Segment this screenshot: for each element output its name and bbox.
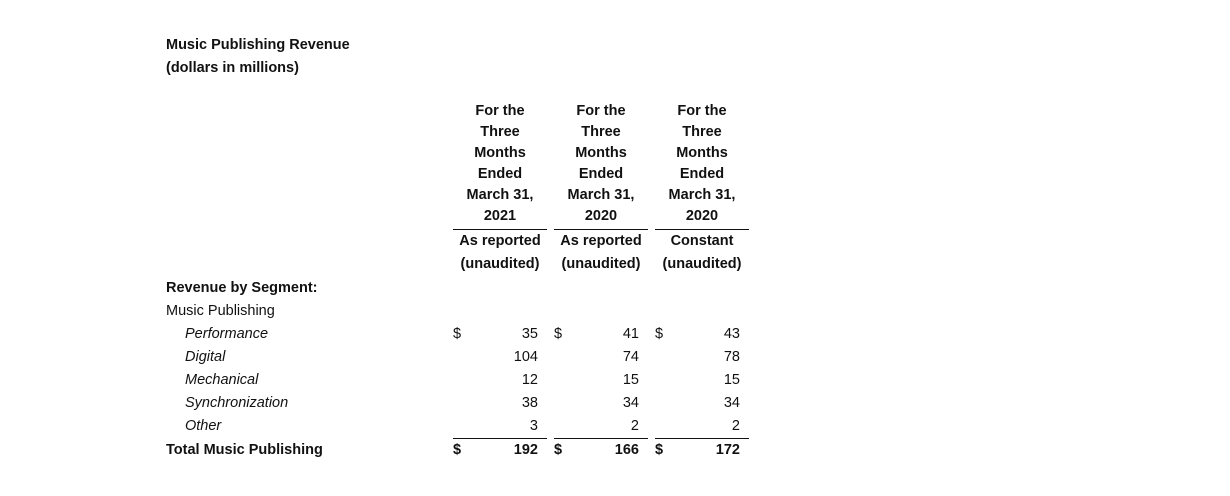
header-line: 2020 xyxy=(685,208,719,224)
header-line: Months xyxy=(676,145,728,161)
row-label-mechanical: Mechanical xyxy=(185,372,259,388)
cell-value: 35 xyxy=(521,326,538,342)
section-label: Revenue by Segment: xyxy=(166,280,318,296)
column-header-q1-2021 xyxy=(453,101,547,276)
currency-symbol: $ xyxy=(453,442,462,458)
header-line: For the xyxy=(677,103,727,119)
cell-performance-2020-constant xyxy=(655,323,749,346)
row-label-digital: Digital xyxy=(185,349,226,365)
row-label-other: Other xyxy=(185,418,222,434)
currency-symbol: $ xyxy=(554,442,563,458)
cell-value: 41 xyxy=(622,326,639,342)
header-line: Months xyxy=(575,145,627,161)
header-line: Months xyxy=(474,145,526,161)
header-line: Three xyxy=(581,124,621,140)
header-line: Ended xyxy=(679,166,725,182)
cell-value: 166 xyxy=(614,442,639,458)
basis-label: Constant xyxy=(670,233,734,249)
audit-label: (unaudited) xyxy=(561,256,641,272)
cell-mechanical-2021 xyxy=(453,369,547,392)
cell-synchronization-2020-constant xyxy=(655,392,749,415)
cell-mechanical-2020-constant xyxy=(655,369,749,392)
header-line: For the xyxy=(576,103,626,119)
cell-total-2021 xyxy=(453,438,547,462)
cell-performance-2020-reported xyxy=(554,323,648,346)
cell-digital-2021 xyxy=(453,346,547,369)
cell-value: 172 xyxy=(715,442,740,458)
cell-synchronization-2021 xyxy=(453,392,547,415)
table-title xyxy=(166,34,350,80)
cell-other-2021 xyxy=(453,415,547,438)
cell-performance-2021 xyxy=(453,323,547,346)
cell-value: 38 xyxy=(521,395,538,411)
currency-symbol: $ xyxy=(554,326,563,342)
audit-label: (unaudited) xyxy=(662,256,742,272)
cell-value: 2 xyxy=(630,418,639,434)
cell-other-2020-constant xyxy=(655,415,749,438)
cell-value: 3 xyxy=(529,418,538,434)
segment-label: Music Publishing xyxy=(166,303,275,319)
cell-value: 15 xyxy=(723,372,740,388)
row-label-total: Total Music Publishing xyxy=(166,442,323,458)
header-line: 2021 xyxy=(483,208,517,224)
header-line: March 31, xyxy=(567,187,635,203)
cell-synchronization-2020-reported xyxy=(554,392,648,415)
cell-value: 192 xyxy=(513,442,538,458)
header-line: Ended xyxy=(578,166,624,182)
header-line: For the xyxy=(475,103,525,119)
cell-value: 78 xyxy=(723,349,740,365)
cell-digital-2020-constant xyxy=(655,346,749,369)
column-header-q1-2020-reported xyxy=(554,101,648,276)
cell-total-2020-constant xyxy=(655,438,749,462)
column-header-q1-2020-constant xyxy=(655,101,749,276)
audit-label: (unaudited) xyxy=(460,256,540,272)
cell-digital-2020-reported xyxy=(554,346,648,369)
cell-value: 2 xyxy=(731,418,740,434)
currency-symbol: $ xyxy=(655,442,664,458)
cell-value: 12 xyxy=(521,372,538,388)
header-line: March 31, xyxy=(466,187,534,203)
currency-symbol: $ xyxy=(655,326,664,342)
header-line: March 31, xyxy=(668,187,736,203)
title-main: Music Publishing Revenue xyxy=(166,37,350,53)
basis-label: As reported xyxy=(560,233,642,249)
header-line: Three xyxy=(682,124,722,140)
cell-total-2020-reported xyxy=(554,438,648,462)
cell-value: 74 xyxy=(622,349,639,365)
cell-value: 34 xyxy=(723,395,740,411)
cell-value: 15 xyxy=(622,372,639,388)
cell-value: 43 xyxy=(723,326,740,342)
header-line: 2020 xyxy=(584,208,618,224)
row-label-performance: Performance xyxy=(185,326,269,342)
currency-symbol: $ xyxy=(453,326,462,342)
cell-other-2020-reported xyxy=(554,415,648,438)
cell-mechanical-2020-reported xyxy=(554,369,648,392)
cell-value: 104 xyxy=(513,349,538,365)
title-units: (dollars in millions) xyxy=(166,60,299,76)
header-line: Three xyxy=(480,124,520,140)
header-line: Ended xyxy=(477,166,523,182)
cell-value: 34 xyxy=(622,395,639,411)
basis-label: As reported xyxy=(459,233,541,249)
row-label-synchronization: Synchronization xyxy=(185,395,289,411)
